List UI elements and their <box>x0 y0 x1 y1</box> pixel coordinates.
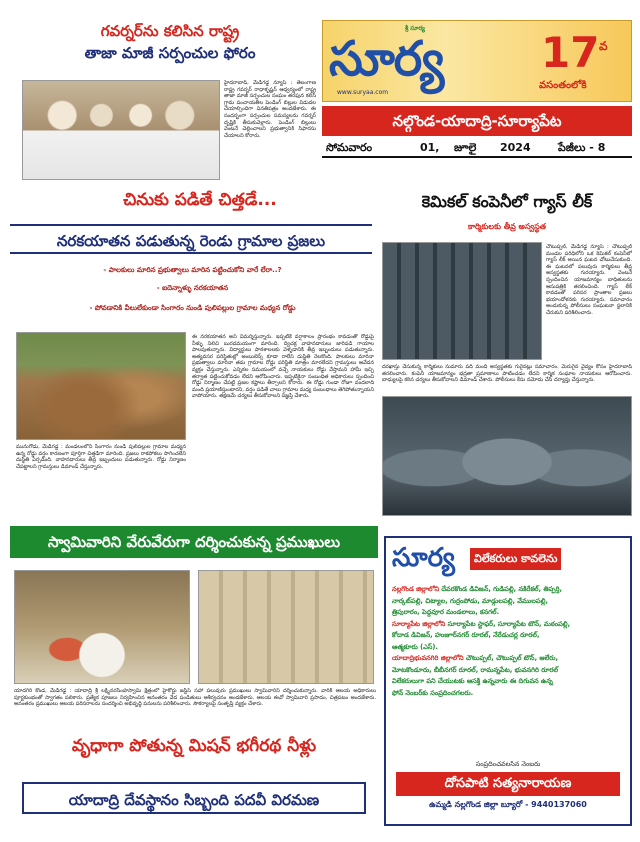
rain-sub-3: - పోవడానికి వీలులేకుండా సింగారం నుండి పులిపల్లుల గ్రామాల మధ్యన రోడ్డు <box>89 304 296 312</box>
ad-contact-line: ఉమ్మడి నల్లగొండ జిల్లా బ్యూరో - 9440137060 <box>429 800 587 809</box>
dateline-month: జూలై <box>454 141 477 154</box>
temple-body: యాదగిరి కొండ, మేడిగడ్డ : యాదాద్రి శ్రీ లక్ష్మీనరసింహస్వామి క్షేత్రంలో హైకోర్టు జస్టిస్ సహా పలువురు ప్రముఖులు స్వామివారిని దర్శించుకున్నారు. వారికి ఆలయ అధికారులు పూర్ణకుంభంతో స్వాగతం పలికారు. ప్రత్యేక పూజలు నిర్వహించిన అనంతరం వేద పండితులు ఆశీర్వచనం అందజేశారు. ఆలయ ఈవో స్వామివారి ప్రసాదం, చిత్రపటం అందజేశారు. అనంతరం ప్రముఖులు ఆలయ పరిసరాలను సందర్శించి అభివృద్ధి పనులను పరిశీలించారు. సౌకర్యాలపై సంతృప్తి వ్యక్తం చేశారు. <box>14 688 376 708</box>
ad-district-nalgonda: నల్లగొండ జిల్లాలోని <box>392 585 440 593</box>
ad-reporters-wanted <box>384 536 632 826</box>
ad-line-4-text: సూర్యాపేట స్టాఫర్, సూర్యాపేట టౌన్, మఠంపల్లి, <box>447 619 571 628</box>
anniversary-number: 17 <box>541 28 600 77</box>
ad-line-1-text: దేవరకొండ డివిజన్, గుడిపల్లి, నకిరేకల్, తిప్పర్తి, <box>441 585 563 593</box>
governor-headline-2: తాజా మాజీ సర్పంచుల ఫోరం <box>84 44 256 62</box>
anniversary-text: వసంతంలోకి <box>539 80 587 91</box>
anniversary-suffix: వ <box>599 39 608 53</box>
story-gas <box>382 188 632 518</box>
temple-photo-1 <box>14 570 190 684</box>
masthead-banner <box>322 20 632 102</box>
ad-line-8: మోటకొండూరు, బీబీనగర్ రూరల్, రామన్నపేట, భువనగిరి రూరల్ <box>392 665 559 674</box>
story-mission <box>10 732 378 828</box>
story-temple <box>10 526 378 722</box>
dateline-date: 01, <box>420 141 440 154</box>
rain-headline: నరకయాతన పడుతున్న రెండు గ్రామాల ప్రజలు <box>10 224 372 254</box>
gas-factory-photo-1 <box>382 242 542 360</box>
masthead <box>322 20 632 170</box>
dateline <box>322 138 632 158</box>
mission-headline: వృధాగా పోతున్న మిషన్ భగీరథ నీళ్లు <box>71 736 317 756</box>
rain-kicker: చినుకు పడితే చిత్తడే... <box>123 190 277 210</box>
ad-line-1 <box>392 584 626 596</box>
ad-body <box>392 584 626 699</box>
ad-contact-name: దోసపాటి సత్యనారాయణ <box>396 772 620 796</box>
ad-line-3: త్రిపురారం, పెద్దవూర మండలాలు, కనగల్. <box>392 608 500 616</box>
story-governor <box>10 10 315 180</box>
governor-photo <box>22 80 220 180</box>
ad-title-text: విలేకరులు కావలెను <box>470 548 561 570</box>
brand-small: శ్రీ సూర్య <box>405 25 425 32</box>
website-url: www.suryaa.com <box>337 89 389 96</box>
temple-photo-2 <box>198 570 374 684</box>
ad-line-5: కోదాడ డివిజన్, హుజూర్‌నగర్ రూరల్, నేరేడుచర్ల రూరల్, <box>392 631 540 639</box>
governor-body: హైదరాబాద్, మేడిగడ్డ న్యూస్ : తెలంగాణ రాష్ట్ర గవర్నర్ రాధాకృష్ణన్ ఆధ్వర్యంలో రాష్ట్ర తాజా మాజీ సర్పంచుల సంఘం తరఫున కలిసి గ్రామ పంచాయతీల పెండింగ్ బిల్లుల విడుదల చేయాల్సిందిగా వినతిపత్రం అందజేశారు. ఈ సందర్భంగా సర్పంచుల సమస్యలను గవర్నర్ దృష్టికి తీసుకువెళ్లారు. పెండింగ్ బిల్లులు వెంటనే చెల్లించాలని ప్రభుత్వానికి సిఫారసు చేయాలని కోరారు. <box>224 80 316 139</box>
gas-factory-photo-2 <box>382 396 632 516</box>
dateline-day: సోమవారం <box>326 141 373 154</box>
gas-body-full: దరఖాస్తు చేసుకున్న కార్మికులు సుమారు పది మంది అస్వస్థతకు గురైనట్లు సమాచారం. మెరుగైన వైద్యం కోసం హైదరాబాద్ తరలించారు. కంపెనీ యాజమాన్యం భద్రతా ప్రమాణాలు పాటించడం లేదని కార్మిక సంఘాల నాయకులు ఆరోపించారు. బాధ్యులపై కఠిన చర్యలు తీసుకోవాలని డిమాండ్ చేశారు. పోలీసులు కేసు నమోదు చేసి దర్యాప్తు చేస్తున్నారు. <box>382 364 632 384</box>
ad-line-10: ఫోన్ నెంబర్‌కు సంప్రదించగలరు. <box>392 688 474 697</box>
ad-line-2: నార్కట్‌పల్లి, చిట్యాల, గుర్రంపోడు, మాడ్గులపల్లి, వేములపల్లి, <box>392 596 548 605</box>
ad-line-7 <box>392 653 626 665</box>
edition-banner: నల్గొండ-యాదాద్రి-సూర్యాపేట <box>322 106 632 136</box>
ad-district-suryapet: సూర్యాపేట జిల్లాలోని <box>392 619 446 628</box>
rain-sub-1: - పాలకులు మారిన ప్రభుత్వాలు మారిన పట్టించుకోని వారే లేరా..? <box>103 266 282 274</box>
rain-caption: మునుగోడు, మేడిగడ్డ : మండలంలోని సింగారం నుండి పులిపల్లుల గ్రామాల మధ్యన ఉన్న రోడ్డు వర్షం కారణంగా పూర్తిగా చిత్తడిగా మారింది. ప్రజలు రాకపోకలు సాగించలేని దుస్థితి ఏర్పడింది. వాహనదారులు తీవ్ర ఇబ్బందులు పడుతున్నారు. రోడ్డు నిర్మాణం చేపట్టాలని గ్రామస్తులు డిమాండ్ చేస్తున్నారు. <box>16 444 186 470</box>
ad-line-9: విలేకరులుగా పని చేయుటకు ఆసక్తి ఉన్నవారు ఈ దిగువన ఉన్న <box>392 677 553 685</box>
brand-logo: సూర్య <box>329 31 444 87</box>
gas-sub: కార్మికులకు తీవ్ర అస్వస్థత <box>468 222 546 231</box>
temple-headline: స్వామివారిని వేరువేరుగా దర్శించుకున్న ప్రముఖులు <box>10 526 378 558</box>
ad-line-7-text: చౌటుప్పల్, చౌటుప్పల్ టౌన్, ఆలేరు, <box>465 654 558 662</box>
ad-district-yadadri: యాదాద్రిభువనగిరి జిల్లాలోని <box>392 654 464 662</box>
ad-contact-label: సంప్రదించవలసిన నెంబరు <box>475 760 541 768</box>
governor-headline-1: గవర్నర్‌ను కలిసిన రాష్ట్ర <box>100 22 240 40</box>
gas-body-right: చౌటుప్పల్, మేడిగడ్డ న్యూస్ : చౌటుప్పల్ మండల పరిధిలోని ఒక కెమికల్ కంపెనీలో గ్యాస్ లీక్ అయిన ఘటన చోటుచేసుకుంది. ఈ ఘటనలో పలువురు కార్మికులు తీవ్ర అస్వస్థతకు గురయ్యారు. వెంటనే స్పందించిన యాజమాన్యం బాధితులను ఆసుపత్రికి తరలించింది. గ్యాస్ లీక్ కావడంతో పరిసర ప్రాంతాల ప్రజలు భయాందోళనకు గురయ్యారు. సమాచారం అందుకున్న పోలీసులు సంఘటనా స్థలానికి చేరుకుని పరిశీలించారు. <box>546 244 632 316</box>
rain-road-photo <box>16 332 186 440</box>
ad-line-6: ఆత్మకూరు (ఎస్). <box>392 642 438 651</box>
retire-headline: యాదాద్రి దేవస్థానం సిబ్బంది పదవీ విరమణ <box>22 782 366 814</box>
gas-headline: కెమికల్ కంపెనీలో గ్యాస్ లీక్ <box>421 192 593 211</box>
rain-sub-2: - ఐదెన్నాళ్ళు నరకయాతన <box>156 284 229 292</box>
dateline-pages: పేజీలు - 8 <box>558 141 606 154</box>
anniversary-badge <box>537 29 629 97</box>
story-rain <box>10 188 375 518</box>
ad-title <box>386 538 630 578</box>
rain-body: ఈ నరకయాతన అని విమర్శిస్తున్నారు. ఇప్పటికే వర్షాకాలం ప్రారంభం కావడంతో రోడ్డుపై నీళ్ళు నిలిచి బురదమయంగా మారింది. ద్విచక్ర వాహనదారులు జారిపడి గాయాల పాలవుతున్నారు. విద్యార్థులు పాఠశాలలకు వెళ్ళడానికి తీవ్ర ఇబ్బందులు పడుతున్నారు. అత్యవసర పరిస్థితుల్లో అంబులెన్స్ కూడా రాలేని దుస్థితి నెలకొంది. పాలకులు మారినా ప్రభుత్వాలు మారినా తమ గ్రామాల రోడ్డు పరిస్థితి మాత్రం మారలేదని గ్రామస్తులు ఆవేదన వ్యక్తం చేస్తున్నారు. ఎన్నికల సమయంలో వచ్చే నాయకులు రోడ్డు వేస్తామని హామీ ఇచ్చి తర్వాత పట్టించుకోవడం లేదని ఆరోపించారు. ఇప్పటికైనా సంబంధిత అధికారులు స్పందించి రోడ్డు నిర్మాణం చేపట్టి ప్రజల కష్టాలు తీర్చాలని కోరారు. ఈ రోడ్డు గుండా రోజూ వందలాది మంది ప్రయాణిస్తుంటారని, వర్షం పడితే చాలు గ్రామాల మధ్య సంబంధాలు తెగిపోతున్నాయని వాపోయారు. తక్షణమే చర్యలు తీసుకోవాలని విజ్ఞప్తి చేశారు. <box>192 334 374 400</box>
dateline-year: 2024 <box>500 141 531 154</box>
ad-line-4 <box>392 619 626 631</box>
ad-brand: సూర్య <box>392 543 455 573</box>
